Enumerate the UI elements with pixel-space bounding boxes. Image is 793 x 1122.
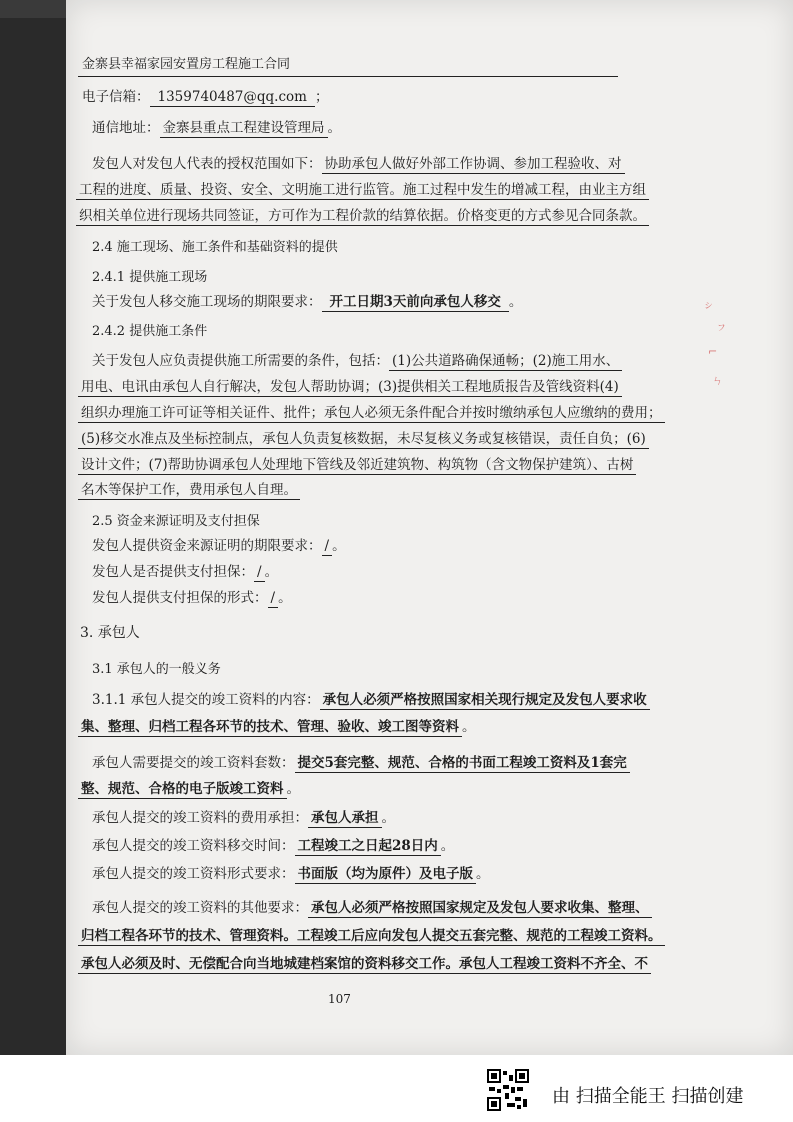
filled-value: 整、规范、合格的电子版竣工资料 [78,781,287,799]
header-rule [78,76,618,77]
line-cond-6 [78,484,300,498]
stamp-mark: ㇱ [703,298,714,311]
filled-value: 设计文件；(7)帮助协调承包人处理地下管线及邻近建筑物、构筑物（含文物保护建筑）、古树 [78,457,636,475]
label-text: ； [314,89,329,105]
filled-value: 归档工程各环节的技术、管理资料。工程竣工后应向发包人提交五套完整、规范的工程竣工资料。 [78,928,665,946]
line-cond-1 [92,355,622,369]
label-text: 。 [381,810,395,826]
line-guarantee-form [92,592,292,606]
label-text: 承包人提交的竣工资料的费用承担： [92,810,308,826]
line-handover-time [92,840,454,854]
line-email [82,91,328,105]
label-text: 承包人提交的竣工资料移交时间： [92,838,295,854]
label-text: 。 [278,590,292,606]
label-text: 。 [462,719,476,735]
line-sec-2-4-2 [92,320,207,339]
filled-value: 名木等保护工作，费用承包人自理。 [78,482,300,500]
label-text: 。 [264,564,279,580]
label-text: 2.4.1 提供施工现场 [92,270,208,285]
label-text: 承包人提交的竣工资料的其他要求： [92,900,308,916]
filled-value: 工程竣工之日起28日内 [295,838,441,856]
filled-value: 承包人承担 [308,810,382,828]
label-text: 电子信箱： [82,89,150,105]
filled-value: 织相关单位进行现场共同签证，方可作为工程价款的结算依据。价格变更的方式参见合同条款。 [76,208,649,226]
filled-value: (1)公共道路确保通畅；(2)施工用水、 [389,353,622,371]
line-scope-3 [76,210,649,224]
stamp-mark: ㇷ [716,320,727,333]
label-text: 。 [286,781,300,797]
line-sec-2-4-1 [92,266,207,285]
header-title: 金寨县幸福家园安置房工程施工合同 [82,57,291,72]
filled-value: 工程的进度、质量、投资、安全、文明施工进行监管。施工过程中发生的增减工程，由业主方组 [76,182,649,200]
label-text: 。 [476,866,490,882]
label-text: 2.4 施工现场、施工条件和基础资料的提供 [92,240,338,255]
filled-value: 协助承包人做好外部工作协调、参加工程验收、对 [322,156,625,174]
filled-value: / [268,590,279,608]
filled-value: 1359740487@qq.com [150,89,315,107]
label-text: 。 [332,538,346,554]
filled-value: 承包人必须及时、无偿配合向当地城建档案馆的资料移交工作。承包人工程竣工资料不齐全、不 [78,956,651,974]
line-address [92,122,341,136]
label-text: 发包人是否提供支付担保： [92,564,254,580]
label-text: 3.1.1 承包人提交的竣工资料的内容： [92,692,320,708]
label-text: 。 [440,838,455,854]
filled-value: / [322,538,333,556]
filled-value: 提交5套完整、规范、合格的书面工程竣工资料及1套完 [295,755,630,773]
line-scope-1 [92,158,625,172]
line-fee [92,812,395,826]
label-text: 。 [508,294,523,310]
line-scope-2 [76,184,649,198]
label-text: 通信地址： [92,120,160,136]
line-docs-1 [92,694,650,708]
label-text: 关于发包人应负责提供施工所需要的条件，包括： [92,353,389,369]
line-form [92,868,490,882]
page-number: 107 [328,992,351,1006]
line-cond-2 [78,381,622,395]
line-other-3 [78,958,651,972]
filled-value: 金寨县重点工程建设管理局 [160,120,328,138]
line-other-1 [92,902,652,916]
filled-value: 集、整理、归档工程各环节的技术、管理、验收、竣工图等资料 [78,719,462,737]
filled-value: / [254,564,265,582]
label-text: 3. 承包人 [80,625,140,641]
scanner-watermark: 由 扫描全能王 扫描创建 [552,1086,744,1107]
line-docs-2 [78,721,476,735]
filled-value: 开工日期3天前向承包人移交 [322,294,509,312]
label-text: 2.4.2 提供施工条件 [92,324,208,339]
label-text: 3.1 承包人的一般义务 [92,662,221,677]
filled-value: 承包人必须严格按照国家规定及发包人要求收集、整理、 [308,900,652,918]
label-text: 关于发包人移交施工现场的期限要求： [92,294,322,310]
filled-value: 承包人必须严格按照国家相关现行规定及发包人要求收 [320,692,650,710]
label-text: 承包人需要提交的竣工资料套数： [92,755,295,771]
filled-value: 书面版（均为原件）及电子版 [295,866,477,884]
line-sec-3 [80,622,140,642]
line-funds-proof [92,540,346,554]
line-cond-3 [78,407,665,421]
line-sets-1 [92,757,630,771]
label-text: 发包人对发包人代表的授权范围如下： [92,156,322,172]
line-cond-4 [78,433,649,447]
line-other-2 [78,930,665,944]
label-text: 发包人提供支付担保的形式： [92,590,268,606]
label-text: 承包人提交的竣工资料形式要求： [92,866,295,882]
line-sec-2-4 [92,236,338,255]
line-sets-2 [78,783,300,797]
qr-code-icon [487,1069,529,1111]
line-sec-2-5 [92,510,260,529]
label-text: 。 [327,120,341,136]
line-cond-5 [78,459,636,473]
filled-value: 用电、电讯由承包人自行解决，发包人帮助协调；(3)提供相关工程地质报告及管线资料(4) [78,379,622,397]
label-text: 2.5 资金来源证明及支付担保 [92,514,260,529]
filled-value: (5)移交水准点及坐标控制点，承包人负责复核数据，未尽复核义务或复核错误，责任自负；(6) [78,431,649,449]
filled-value: 组织办理施工许可证等相关证件、批件；承包人必须无条件配合并按时缴纳承包人应缴纳的费用； [78,405,665,423]
line-sec-3-1 [92,658,221,677]
line-site-handover [92,296,522,310]
stamp-mark: ㄣ [712,374,723,387]
stamp-mark: ⌐ [708,345,718,358]
label-text: 发包人提供资金来源证明的期限要求： [92,538,322,554]
line-guarantee [92,566,278,580]
